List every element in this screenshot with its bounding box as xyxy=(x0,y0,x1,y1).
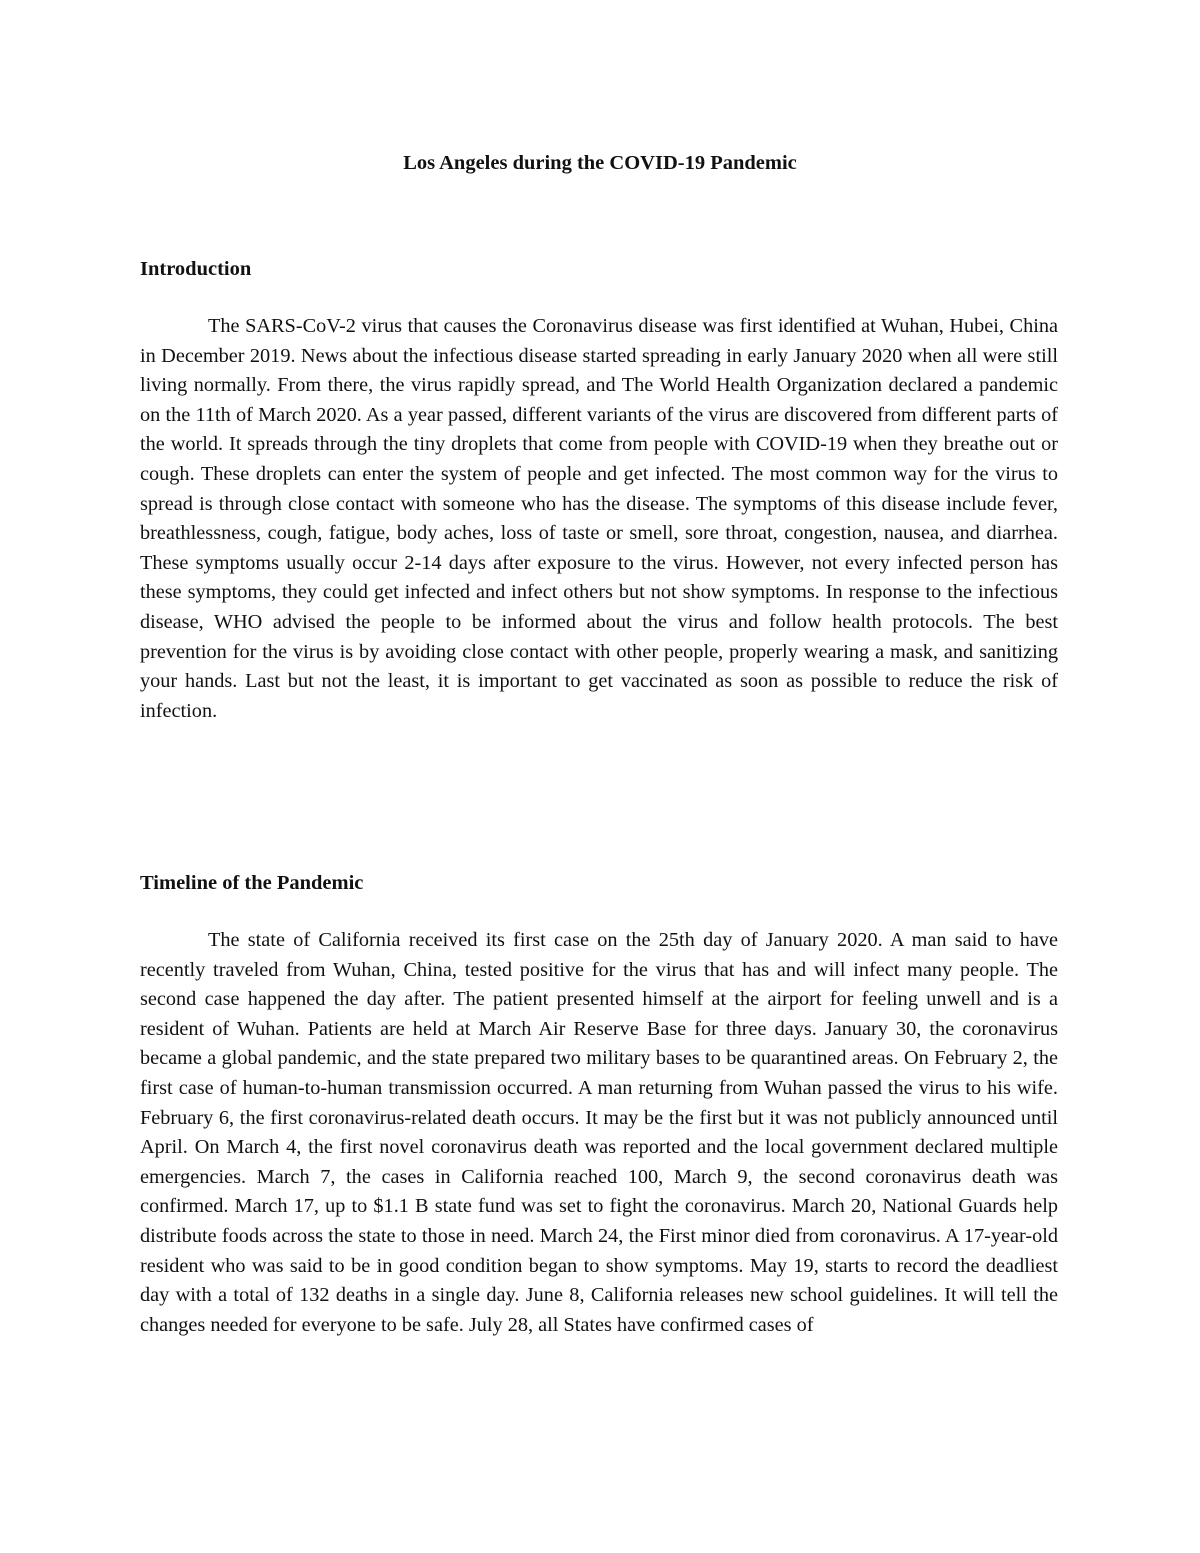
document-title: Los Angeles during the COVID-19 Pandemic xyxy=(403,152,797,174)
introduction-paragraph: The SARS-CoV-2 virus that causes the Coronavirus disease was first identified at Wuhan, Hubei, China in December 2019. News about the infectious disease started spreading in early January 2020 when all were still living normally. From there, the virus rapidly spread, and The World Health Organization declared a pandemic on the 11th of March 2020. As a year passed, different variants of the virus are discovered from different parts of the world. It spreads through the tiny droplets that come from people with COVID-19 when they breathe out or cough. These droplets can enter the system of people and get infected. The most common way for the virus to spread is through close contact with someone who has the disease. The symptoms of this disease include fever, breathlessness, cough, fatigue, body aches, loss of taste or smell, sore throat, congestion, nausea, and diarrhea. These symptoms usually occur 2-14 days after exposure to the virus. However, not every infected person has these symptoms, they could get infected and infect others but not show symptoms. In response to the infectious disease, WHO advised the people to be informed about the virus and follow health protocols. The best prevention for the virus is by avoiding close contact with other people, properly wearing a mask, and sanitizing your hands. Last but not the least, it is important to get vaccinated as soon as possible to reduce the risk of infection. xyxy=(140,315,1058,722)
section-heading-timeline: Timeline of the Pandemic xyxy=(140,872,364,894)
timeline-paragraph: The state of California received its first case on the 25th day of January 2020. A man said to have recently traveled from Wuhan, China, tested positive for the virus that has and will infect many people. The second case happened the day after. The patient presented himself at the airport for feeling unwell and is a resident of Wuhan. Patients are held at March Air Reserve Base for three days. January 30, the coronavirus became a global pandemic, and the state prepared two military bases to be quarantined areas. On February 2, the first case of human-to-human transmission occurred. A man returning from Wuhan passed the virus to his wife. February 6, the first coronavirus-related death occurs. It may be the first but it was not publicly announced until April. On March 4, the first novel coronavirus death was reported and the local government declared multiple emergencies. March 7, the cases in California reached 100, March 9, the second coronavirus death was confirmed. March 17, up to $1.1 B state fund was set to fight the coronavirus. March 20, National Guards help distribute foods across the state to those in need. March 24, the First minor died from coronavirus. A 17-year-old resident who was said to be in good condition began to show symptoms. May 19, starts to record the deadliest day with a total of 132 deaths in a single day. June 8, California releases new school guidelines. It will tell the changes needed for everyone to be safe. July 28, all States have confirmed cases of xyxy=(140,929,1058,1336)
section-heading-introduction: Introduction xyxy=(140,258,252,280)
